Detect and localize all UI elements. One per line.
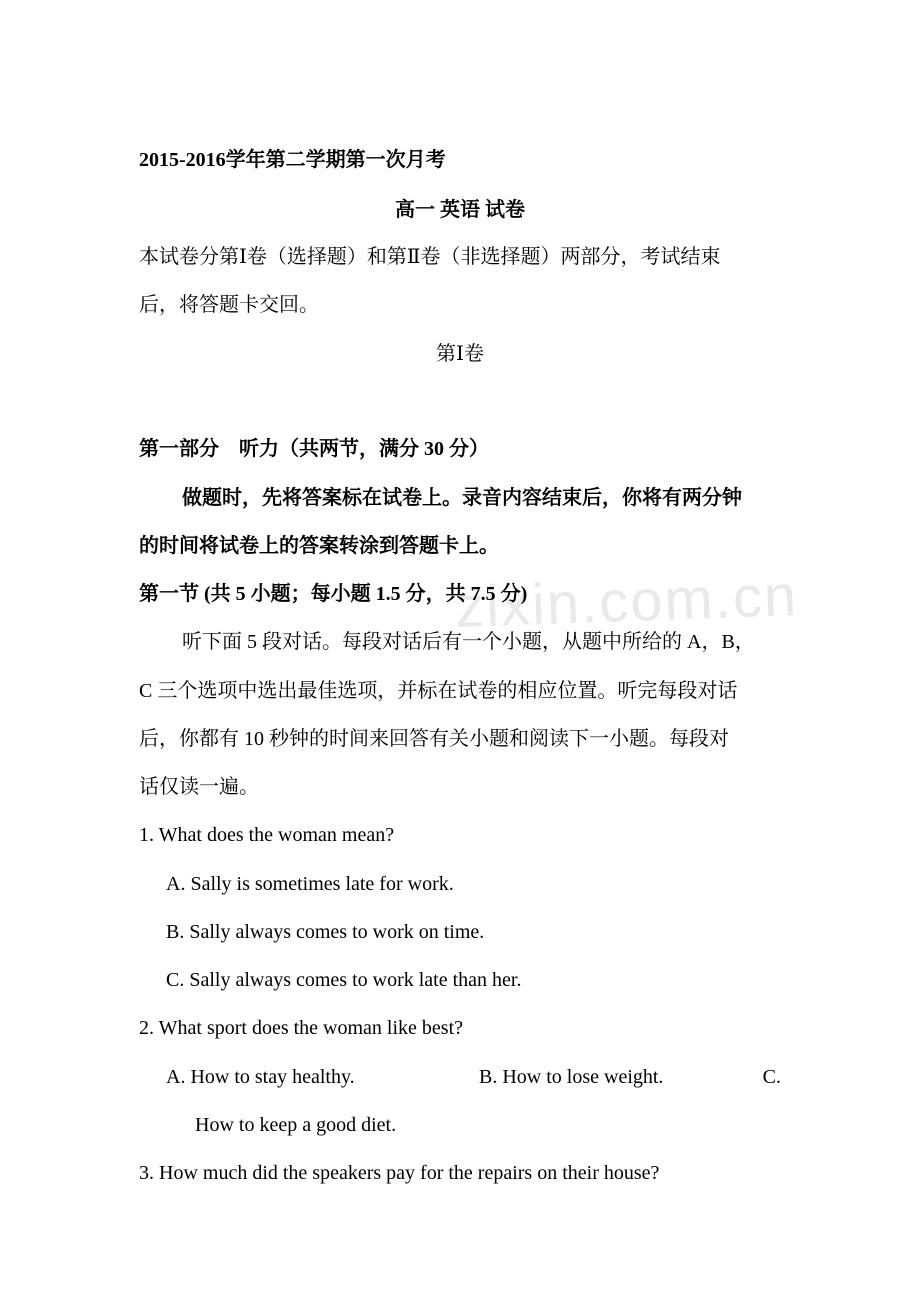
volume-label: 第Ⅰ卷: [436, 343, 484, 365]
question-2-option-c-text: How to keep a good diet.: [195, 1114, 397, 1136]
question-1-option-c: C. Sally always comes to work late than her.: [166, 969, 522, 991]
intro-line-1: 本试卷分第Ⅰ卷（选择题）和第Ⅱ卷（非选择题）两部分，考试结束: [139, 246, 721, 268]
question-2-stem: 2. What sport does the woman like best?: [139, 1017, 464, 1039]
part1-instruction-line-2: 的时间将试卷上的答案转涂到答题卡上。: [139, 535, 499, 557]
question-2-option-b: B. How to lose weight.: [479, 1066, 664, 1088]
part1-instruction-line-1: 做题时，先将答案标在试卷上。录音内容结束后，你将有两分钟: [182, 487, 742, 509]
section1-paragraph-line-1: 听下面 5 段对话。每段对话后有一个小题，从题中所给的 A，B，: [182, 631, 755, 653]
section1-paragraph-line-2: C 三个选项中选出最佳选项，并标在试卷的相应位置。听完每段对话: [139, 680, 738, 702]
question-2-options-row: [166, 1064, 781, 1090]
section1-paragraph-line-4: 话仅读一遍。: [139, 776, 259, 798]
question-1-option-a: A. Sally is sometimes late for work.: [166, 873, 454, 895]
question-3-stem: 3. How much did the speakers pay for the repairs on their house?: [139, 1162, 660, 1184]
watermark: zixin.com.cn: [453, 563, 800, 640]
section1-heading: 第一节 (共 5 小题；每小题 1.5 分，共 7.5 分): [139, 583, 528, 605]
question-2-option-c-label: C.: [762, 1066, 781, 1088]
question-2-option-a: A. How to stay healthy.: [166, 1066, 355, 1088]
paper-title: 高一 英语 试卷: [395, 199, 525, 221]
part1-heading: 第一部分 听力（共两节，满分 30 分）: [139, 438, 489, 460]
intro-line-2: 后，将答题卡交回。: [139, 294, 319, 316]
question-1-option-b: B. Sally always comes to work on time.: [166, 921, 485, 943]
question-1-stem: 1. What does the woman mean?: [139, 824, 395, 846]
section1-paragraph-line-3: 后，你都有 10 秒钟的时间来回答有关小题和阅读下一小题。每段对: [139, 728, 729, 750]
exam-title: 2015-2016学年第二学期第一次月考: [139, 149, 446, 171]
